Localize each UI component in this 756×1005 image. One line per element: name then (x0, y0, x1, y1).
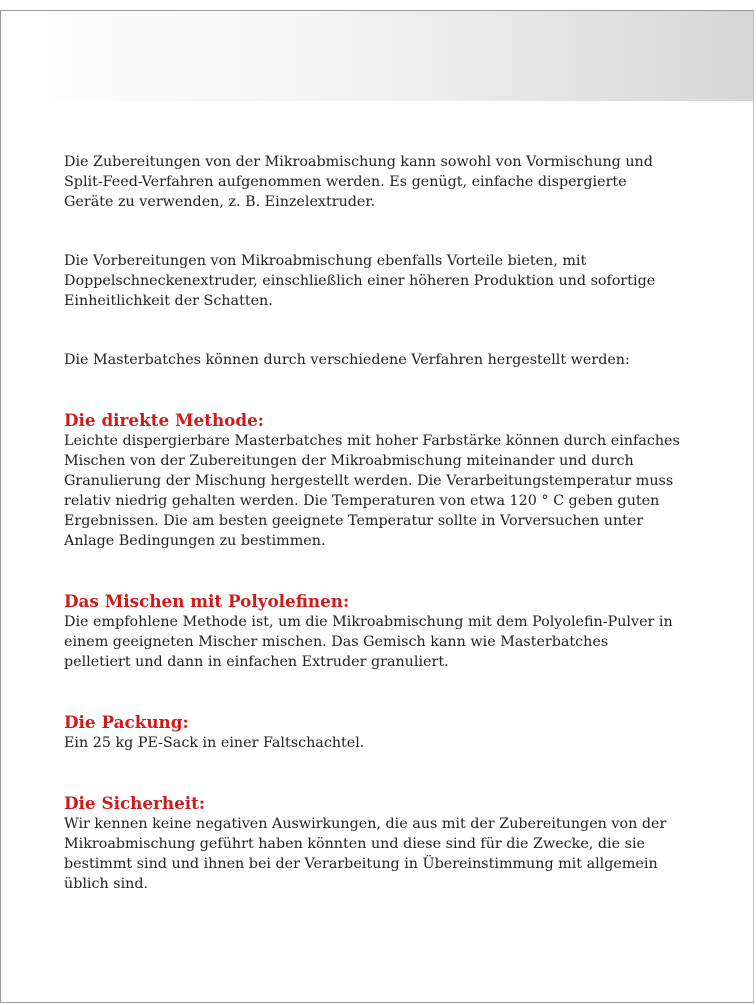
header-gradient-band (1, 11, 753, 101)
section-body-polyolefin-mixing: Die empfohlene Methode ist, um die Mikroabmischung mit dem Polyolefin-Pulver in einem geeigneten Mischer mischen. Das Gemisch kann wie Masterbatches pelletiert und dann in einfachen Extruder granuliert. (64, 614, 673, 670)
intro-paragraph-3: Die Masterbatches können durch verschiedene Verfahren hergestellt werden: (64, 352, 630, 368)
intro-paragraph-2: Die Vorbereitungen von Mikroabmischung ebenfalls Vorteile bieten, mit Doppelschneckenextruder, einschließlich einer höheren Produktion und sofortige Einheitlichkeit der Schatten. (64, 253, 656, 309)
spacer (64, 370, 704, 410)
spacer (64, 672, 704, 712)
intro-paragraph-1: Die Zubereitungen von der Mikroabmischung kann sowohl von Vormischung und Split-Feed-Verfahren aufgenommen werden. Es genügt, einfache dispergierte Geräte zu verwenden, z. B. Einzelextruder. (64, 154, 653, 210)
section-heading-safety: Die Sicherheit: (64, 793, 206, 813)
document-page (0, 10, 754, 1003)
section-heading-packaging: Die Packung: (64, 712, 189, 732)
spacer (64, 551, 704, 591)
section-body-safety: Wir kennen keine negativen Auswirkungen, die aus mit der Zubereitungen von der Mikroabmischung geführt haben könnten und diese sind für die Zwecke, die sie bestimmt sind und ihnen bei der Verarbeitung in Übereinstimmung mit allgemein üblich sind. (64, 816, 667, 892)
spacer (64, 212, 704, 251)
document-body (64, 152, 704, 894)
spacer (64, 311, 704, 350)
spacer (64, 753, 704, 793)
section-body-packaging: Ein 25 kg PE-Sack in einer Faltschachtel. (64, 735, 365, 751)
section-heading-direct-method: Die direkte Methode: (64, 410, 264, 430)
section-body-direct-method: Leichte dispergierbare Masterbatches mit hoher Farbstärke können durch einfaches Mischen von der Zubereitungen der Mikroabmischung miteinander und durch Granulierung der Mischung hergestellt werden. Die Verarbeitungstemperatur muss relativ niedrig gehalten werden. Die Temperaturen von etwa 120 ° C geben guten Ergebnissen. Die am besten geeignete Temperatur sollte in Vorversuchen unter Anlage Bedingungen zu bestimmen. (64, 433, 680, 549)
section-heading-polyolefin-mixing: Das Mischen mit Polyolefinen: (64, 591, 350, 611)
